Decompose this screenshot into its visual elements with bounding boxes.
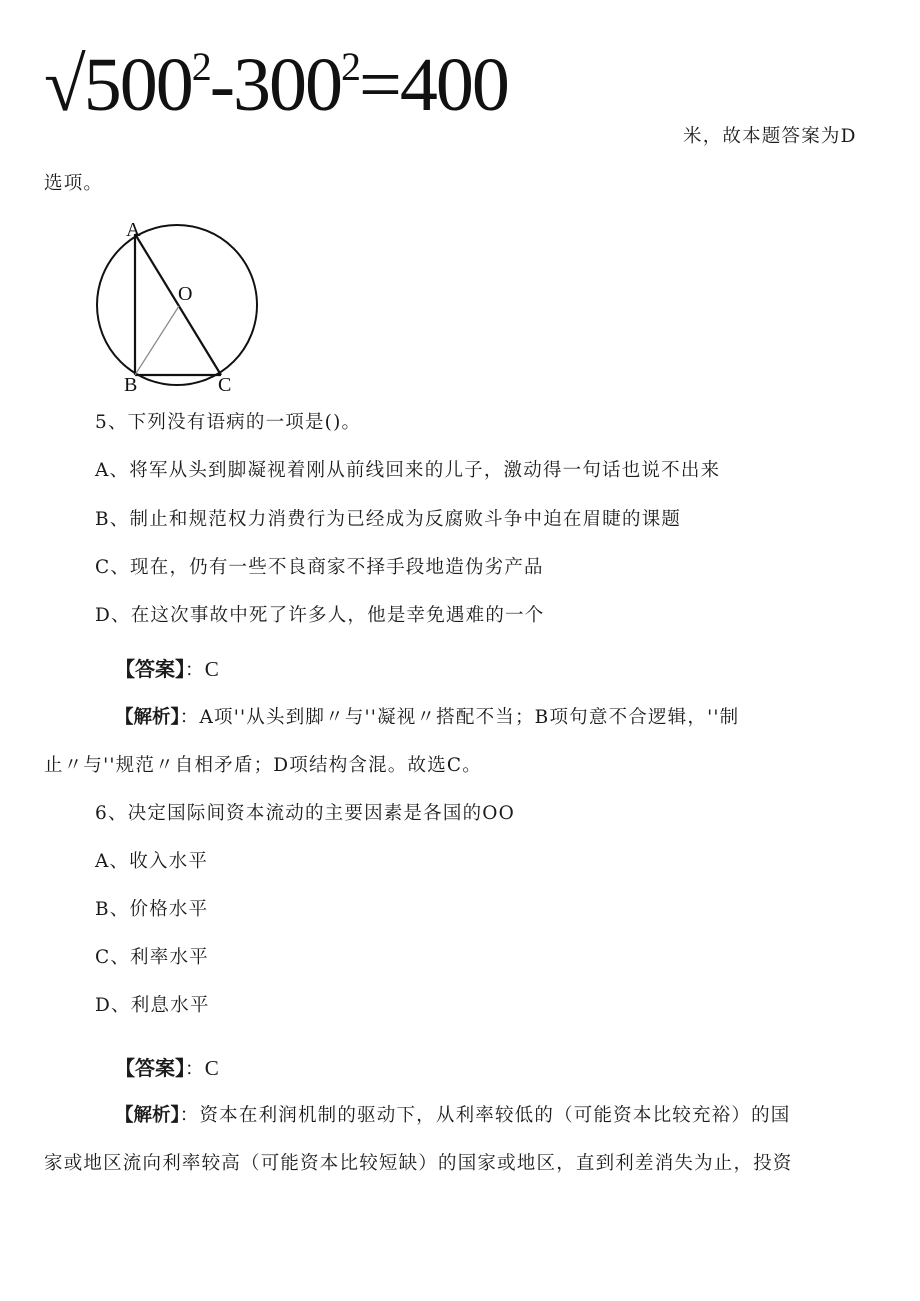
prev-answer-tail-2: 选项。 bbox=[44, 173, 104, 194]
label-b: B bbox=[124, 374, 138, 396]
q5-stem: 5、下列没有语病的一项是()。 bbox=[95, 412, 362, 433]
analysis-text: ：资本在利润机制的驱动下，从利率较低的（可能资本比较充裕）的国 bbox=[179, 1105, 791, 1126]
q6-analysis-line2: 家或地区流向利率较高（可能资本比较短缺）的国家或地区，直到利差消失为止，投资 bbox=[44, 1153, 793, 1174]
q6-option-b: B、价格水平 bbox=[95, 899, 209, 920]
circle bbox=[97, 225, 257, 385]
answer-value: C bbox=[204, 1056, 220, 1080]
q5-option-d: D、在这次事故中死了许多人，他是幸免遇难的一个 bbox=[95, 605, 545, 626]
q5-analysis-line2: 止〃与''规范〃自相矛盾；D项结构含混。故选C。 bbox=[44, 755, 482, 776]
q5-option-c: C、现在，仍有一些不良商家不择手段地造伪劣产品 bbox=[95, 557, 544, 578]
label-a: A bbox=[126, 219, 141, 241]
q6-option-a: A、收入水平 bbox=[95, 851, 209, 872]
q6-analysis-line1 bbox=[115, 1103, 790, 1129]
answer-value: C bbox=[204, 657, 220, 681]
analysis-label: 【解析】 bbox=[115, 707, 180, 728]
analysis-label: 【解析】 bbox=[115, 1105, 180, 1126]
answer-label: 【答案】 bbox=[115, 657, 185, 681]
q5-answer bbox=[115, 656, 220, 684]
q5-option-b: B、制止和规范权力消费行为已经成为反腐败斗争中迫在眉睫的课题 bbox=[95, 509, 682, 530]
q6-option-c: C、利率水平 bbox=[95, 947, 209, 968]
circle-triangle-figure bbox=[95, 218, 270, 398]
q6-option-d: D、利息水平 bbox=[95, 995, 210, 1016]
segment-bo bbox=[135, 306, 179, 375]
label-c: C bbox=[218, 374, 232, 396]
answer-sep: ： bbox=[185, 660, 205, 681]
formula: $√500^2-300^2=400$ bbox=[44, 43, 508, 127]
label-o: O bbox=[178, 283, 193, 305]
q5-option-a: A、将军从头到脚凝视着刚从前线回来的儿子，激动得一句话也说不出来 bbox=[95, 460, 721, 481]
q6-stem: 6、决定国际间资本流动的主要因素是各国的OO bbox=[95, 803, 516, 824]
answer-label: 【答案】 bbox=[115, 1056, 185, 1080]
q6-answer bbox=[115, 1055, 220, 1083]
q5-analysis-line1 bbox=[115, 705, 739, 731]
answer-sep: ： bbox=[185, 1059, 205, 1080]
prev-answer-tail: 米，故本题答案为D bbox=[683, 126, 857, 147]
analysis-text: ：A项''从头到脚〃与''凝视〃搭配不当；B项句意不合逻辑，''制 bbox=[179, 707, 740, 728]
